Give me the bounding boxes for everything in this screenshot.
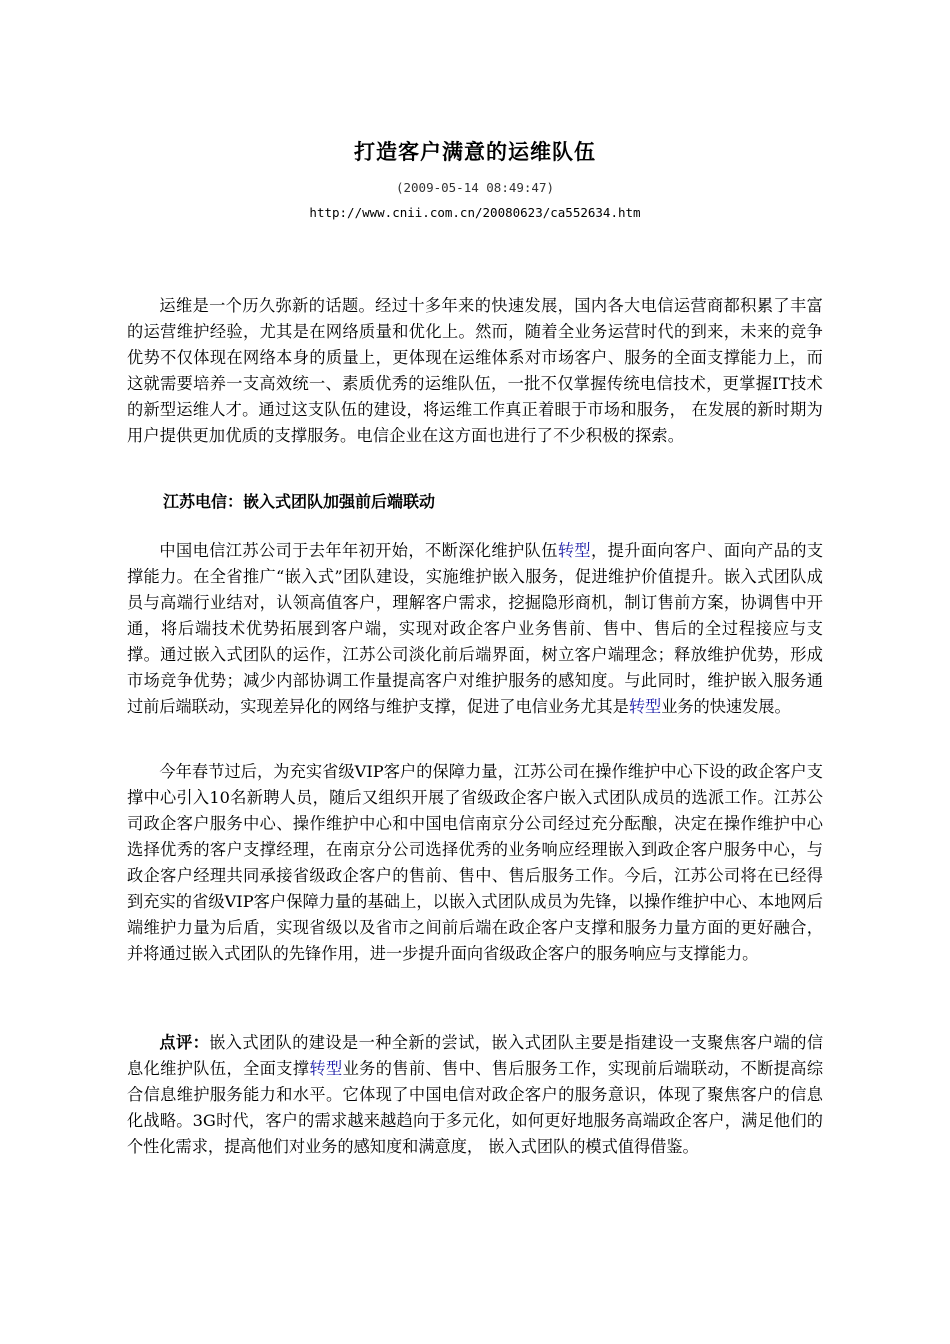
page-title: 打造客户满意的运维队伍 <box>354 140 596 164</box>
paragraph-text: 业务的快速发展。 <box>661 697 791 716</box>
keyword-link[interactable]: 转型 <box>557 541 592 560</box>
paragraph-text: 嵌入式团队的建设是一种全新的尝试，嵌入式团队主要是指建设一支聚焦客户端的信息化维护队伍，全面支撑 <box>127 1033 824 1078</box>
publish-date: (2009-05-14 08:49:47) <box>395 180 555 195</box>
paragraph-text: 业务的售前、售中、售后服务工作，实现前后端联动，不断提高综合信息维护服务能力和水平。它体现了中国电信对政企客户的服务意识，体现了聚焦客户的信息化战略。3G时代，客户的需求越来越趋向于多元化，如何更好地服务高端政企客户，满足他们的个性化需求，提高他们对业务的感知度和满意度， 嵌入式团队的模式值得借鉴。 <box>127 1059 824 1156</box>
paragraph-text: 中国电信江苏公司于去年年初开始，不断深化维护队伍 <box>159 541 558 560</box>
keyword-link[interactable]: 转型 <box>309 1059 343 1078</box>
paragraph-vip-support: 今年春节过后，为充实省级VIP客户的保障力量，江苏公司在操作维护中心下设的政企客户支撑中心引入10名新聘人员，随后又组织开展了省级政企客户嵌入式团队成员的选派工作。江苏公司政企客户服务中心、操作维护中心和中国电信南京分公司经过充分酝酿，决定在操作维护中心选择优秀的客户支撑经理，在南京分公司选择优秀的业务响应经理嵌入到政企客户服务中心，与政企客户经理共同承接省级政企客户的售前、售中、售后服务工作。今后，江苏公司将在已经得到充实的省级VIP客户保障力量的基础上，以嵌入式团队成员为先锋，以操作维护中心、本地网后端维护力量为后盾，实现省级以及省市之间前后端在政企客户支撑和服务力量方面的更好融合，并将通过嵌入式团队的先锋作用，进一步提升面向省级政企客户的服务响应与支撑能力。 <box>127 762 823 963</box>
section-heading: 江苏电信：嵌入式团队加强前后端联动 <box>163 492 436 511</box>
paragraph-text: ，提升面向客户、面向产品的支撑能力。在全省推广“嵌入式”团队建设，实施维护嵌入服务，促进维护价值提升。嵌入式团队成员与高端行业结对，认领高值客户，理解客户需求，挖掘隐形商机，制订售前方案，协调售中开通，将后端技术优势拓展到客户端，实现对政企客户业务售前、售中、售后的全过程接应与支撑。通过嵌入式团队的运作，江苏公司淡化前后端界面，树立客户端理念；释放维护优势，形成市场竞争优势；减少内部协调工作量提高客户对维护服务的感知度。与此同时，维护嵌入服务通过前后端联动，实现差异化的网络与维护支撑，促进了电信业务尤其是 <box>127 541 824 716</box>
comment-label: 点评： <box>159 1033 210 1052</box>
source-url: http://www.cnii.com.cn/20080623/ca552634.htm <box>309 205 641 220</box>
comment-paragraph <box>127 1030 823 1160</box>
paragraph-jiangsu-intro <box>127 538 823 720</box>
intro-paragraph: 运维是一个历久弥新的话题。经过十多年来的快速发展，国内各大电信运营商都积累了丰富的运营维护经验，尤其是在网络质量和优化上。然而，随着全业务运营时代的到来，未来的竞争优势不仅体现在网络本身的质量上，更体现在运维体系对市场客户、服务的全面支撑能力上，而这就需要培养一支高效统一、素质优秀的运维队伍，一批不仅掌握传统电信技术，更掌握IT技术的新型运维人才。通过这支队伍的建设，将运维工作真正着眼于市场和服务， 在发展的新时期为用户提供更加优质的支撑服务。电信企业在这方面也进行了不少积极的探索。 <box>127 296 823 445</box>
keyword-link[interactable]: 转型 <box>628 697 662 716</box>
